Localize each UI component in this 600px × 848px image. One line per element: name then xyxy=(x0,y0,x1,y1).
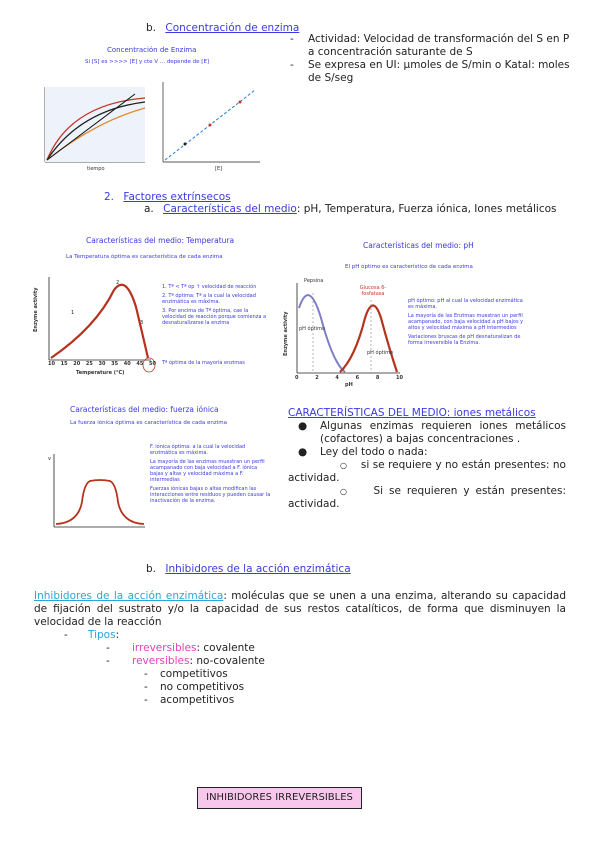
bullet-text: Ley del todo o nada: xyxy=(320,446,428,458)
svg-text:2: 2 xyxy=(116,280,120,286)
tick-label: 20 xyxy=(73,361,81,367)
subtype: competitivos xyxy=(160,668,228,680)
list-item: - no competitivos xyxy=(144,681,245,693)
section-rest: : pH, Temperatura, Fuerza iónica, Iones metálicos xyxy=(296,203,557,215)
metal-ions-heading: CARACTERÍSTICAS DEL MEDIO: iones metálicos xyxy=(288,407,536,419)
tipos-label: Tipos xyxy=(88,629,116,641)
subtype: acompetitivos xyxy=(160,694,235,706)
irreversible-rest: : covalente xyxy=(196,642,255,654)
reversible-rest: : no-covalente xyxy=(189,655,265,667)
tick-label: 50 xyxy=(149,361,156,367)
section-title: Factores extrínsecos xyxy=(123,191,231,203)
figure-title: Características del medio: fuerza iónica xyxy=(70,405,219,414)
section-b2-heading xyxy=(146,563,351,576)
subtype: no competitivos xyxy=(160,681,245,693)
bullet-text: Algunas enzimas requieren iones metálicos (cofactores) a bajas concentraciones . xyxy=(320,420,566,445)
tick-label: 8 xyxy=(375,375,380,381)
svg-text:v: v xyxy=(48,456,51,462)
y-axis-label: Enzyme activity xyxy=(33,287,39,332)
section-number: a. xyxy=(144,203,154,215)
tick-label: 6 xyxy=(355,375,360,381)
activity-notes xyxy=(286,33,571,85)
ph-optimum-label: pH óptimo xyxy=(367,350,394,356)
x-ticks xyxy=(295,375,403,381)
irreversible-inhibitors-box: INHIBIDORES IRREVERSIBLES xyxy=(197,787,362,809)
note: pH óptimo: pH al cual la velocidad enzimática es máxima. xyxy=(408,298,523,310)
list-item: - acompetitivos xyxy=(144,694,235,706)
figure-subtitle: La Temperatura óptima es característica de cada enzima xyxy=(66,254,223,260)
types-list xyxy=(64,629,265,707)
ph-notes xyxy=(408,298,526,346)
note: 3. Por encima de Tª óptima, cae la velocidad de reacción porque comienza a desnaturalizarse la enzima xyxy=(162,308,267,326)
note: Fuerzas iónicas bajas o altas modifican las interacciones entre residuos y pueden causar la inactivación de la enzima. xyxy=(150,486,271,504)
svg-text:3: 3 xyxy=(140,320,144,326)
ionic-strength-figure xyxy=(40,402,275,532)
list-item: ● Ley del todo o nada: xyxy=(298,446,428,458)
tick-label: 2 xyxy=(315,375,319,381)
section-title: Características del medio xyxy=(163,203,297,215)
note: Variaciones bruscas de pH desnaturalizan de forma irreversible la Enzima. xyxy=(408,334,521,346)
tick-label: 4 xyxy=(335,375,339,381)
note: 2. Tª óptima: Tª a la cual la velocidad enzimática es máxima. xyxy=(162,293,256,305)
section-a-heading xyxy=(144,203,557,216)
note: La mayoría de las enzimas muestran un perfil acampanado con baja velocidad a F. iónica bajas y altas y velocidad máxima a F. intermedias xyxy=(150,459,265,483)
temperature-notes xyxy=(162,284,270,326)
figure-subtitle: Si [S] es >>>> [E] y cte V ... depende de [E] xyxy=(85,59,210,65)
list-item: - competitivos xyxy=(144,668,228,680)
tick-label: 45 xyxy=(136,361,144,367)
sub-text: Si se requieren y están presentes: actividad. xyxy=(288,485,566,510)
section-title: Concentración de enzima xyxy=(165,22,300,34)
note-text: Actividad: Velocidad de transformación del S en P a concentración saturante de S xyxy=(308,33,570,58)
inhibitors-term: Inhibidores de la acción enzimática xyxy=(34,590,224,602)
sub-text: si se requiere y no están presentes: no actividad. xyxy=(288,459,566,484)
enzyme-plots xyxy=(35,42,265,177)
section-number: b. xyxy=(146,22,157,34)
pepsin-label: Pepsina xyxy=(304,278,324,284)
note: La mayoría de las Enzimas muestran un perfil acampanado, con baja velocidad a pH bajos y altos y velocidad máxima a pH intermedios xyxy=(408,313,524,331)
tick-label: 40 xyxy=(123,361,131,367)
section-number: 2. xyxy=(104,191,115,203)
tick-label: 35 xyxy=(111,361,119,367)
figure-subtitle: El pH óptimo es característico de cada enzima xyxy=(345,264,473,270)
tick-label: 10 xyxy=(48,361,55,367)
tick-label: 25 xyxy=(85,361,93,367)
sub-item: ○ si se requiere y no están presentes: no actividad. xyxy=(288,459,566,484)
inhibitors-definition xyxy=(34,590,566,629)
metal-ions-section xyxy=(288,407,566,511)
x-axis-label-left: tiempo xyxy=(87,166,105,172)
x-axis-label: Temperature (°C) xyxy=(76,370,125,376)
sub-item: ○ Si se requieren y están presentes: actividad. xyxy=(288,485,566,510)
list-item: - Se expresa en UI: μmoles de S/min o Katal: moles de S/seg xyxy=(290,59,570,84)
svg-text:1: 1 xyxy=(71,310,75,316)
ionic-notes xyxy=(150,444,272,504)
temperature-figure xyxy=(33,232,271,380)
list-item: ● Algunas enzimas requieren iones metálicos (cofactores) a bajas concentraciones . xyxy=(298,420,566,445)
irreversible-label: irreversibles xyxy=(132,642,197,654)
footnote: Tª óptima de la mayoría enzimas xyxy=(162,360,245,366)
list-item: - reversibles: no-covalente xyxy=(106,655,265,667)
ph-figure xyxy=(285,238,530,388)
x-ticks xyxy=(48,361,156,367)
ph-optimum-label: pH óptimo xyxy=(299,326,326,332)
figure-subtitle: La fuerza iónica óptima es característica de cada enzima xyxy=(70,420,228,426)
tick-label: 30 xyxy=(98,361,106,367)
y-axis-label: Enzyme activity xyxy=(283,311,289,356)
section-title: Inhibidores de la acción enzimática xyxy=(165,563,351,575)
note-text: Se expresa en UI: μmoles de S/min o Katal: moles de S/seg xyxy=(308,59,570,84)
definition-text: : moléculas que se unen a una enzima, alterando su capacidad de fijación del sustrato y/o la capacidad de sus restos catalíticos, de forma que disminuyen la velocidad de la reacción xyxy=(34,590,566,628)
reversible-label: reversibles xyxy=(132,655,190,667)
section-number: b. xyxy=(146,563,157,575)
note: 1. Tª < Tª op ↑ velocidad de reacción xyxy=(162,284,257,290)
figure-title: Características del medio: Temperatura xyxy=(86,236,235,245)
section-b1-heading xyxy=(146,22,299,35)
list-item: - irreversibles: covalente xyxy=(106,642,255,654)
figure-title: Concentración de Enzima xyxy=(107,46,197,54)
figure-title: Características del medio: pH xyxy=(363,241,474,250)
x-axis-label: pH xyxy=(345,382,353,388)
enzyme-concentration-figure xyxy=(35,42,265,177)
note: F. iónica óptima: a la cual la velocidad enzimática es máxima. xyxy=(150,444,246,456)
tick-label: 15 xyxy=(60,361,68,367)
tick-label: 10 xyxy=(396,375,403,381)
x-axis-label-right: [E] xyxy=(215,166,223,172)
glucose-label: Glucosa 6-fosfatasa xyxy=(359,285,387,297)
list-item: - Actividad: Velocidad de transformación del S en P a concentración saturante de S xyxy=(290,33,570,58)
tick-label: 0 xyxy=(295,375,299,381)
list-item: - Tipos: xyxy=(64,629,120,641)
